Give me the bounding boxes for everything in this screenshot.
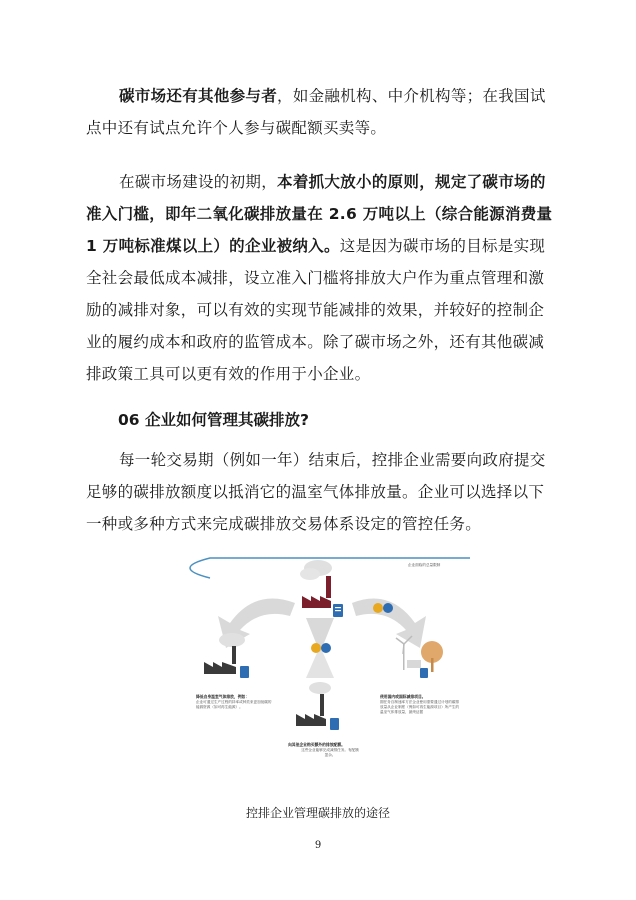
left-factory-icon [204,633,249,678]
left-desc: 企业可通过生产过程的持率或种类来更加低碳的能源资源（如可再生能源）。 [196,700,272,709]
cap-label: 企业面临的总量限制 [408,563,441,567]
body-text: ，如金融机构、中介机构等；在我国试点中还有试点允许个人参与碳配额买卖等。 [86,87,546,137]
right-title: 使用国内或国际减排项目。 [380,694,426,699]
carbon-management-figure [170,548,478,784]
right-desc: 期任务自制速率方法企业使用需要通过计划的碳排放量从企业制度（例如可再生能源项目）所产生的温室气体排放量，最终证据 [380,700,460,714]
bottom-desc-container [300,748,360,768]
paragraph-threshold [86,166,556,390]
paragraph-participants [86,80,556,144]
top-factory-icon [300,560,332,608]
right-desc-container [380,700,460,734]
figure-caption: 控排企业管理碳排放的途径 [245,806,390,820]
bottom-desc: 这些企业能够完成减排任务。有配额盈余。 [301,748,359,757]
paragraph-management: 每一轮交易期（例如一年）结束后，控排企业需要向政府提交足够的碳排放额度以抵消它的温室气体排放量。企业可以选择以下一种或多种方式来完成碳排放交易体系设定的管控任务。 [86,451,546,533]
section-heading: 06 企业如何管理其碳排放? [118,411,309,429]
left-desc-container [196,700,274,730]
bottom-factory-icon [296,682,339,730]
left-title: 降低自身温室气体排放，例如： [196,694,250,699]
page-number: 9 [314,840,322,851]
bold-text: 碳市场还有其他参与者 [119,87,278,105]
bold-text: 本着抓大放小的原则，规定了碳市场的准入门槛，即年二氧化碳排放量在 2.6 万吨以上（综合能源消费量 1 万吨标准煤以上）的企业被纳入。 [86,173,553,255]
body-text: 这是因为碳市场的目标是实现全社会最低成本减排，设立准入门槛将排放大户作为重点管理和激励的减排对象，可以有效的实现节能减排的效果，并较好的控制企业的履约成本和政府的监管成本。除了碳市场之外，还有其他碳减排政策工具可以更有效的作用于小企业。 [86,237,546,383]
bottom-title: 向其他企业购买额外的排放配额。 [288,742,345,747]
document-icon [333,604,343,617]
figure-illustration [170,548,478,784]
body-text: 在碳市场建设的初期， [119,173,278,191]
